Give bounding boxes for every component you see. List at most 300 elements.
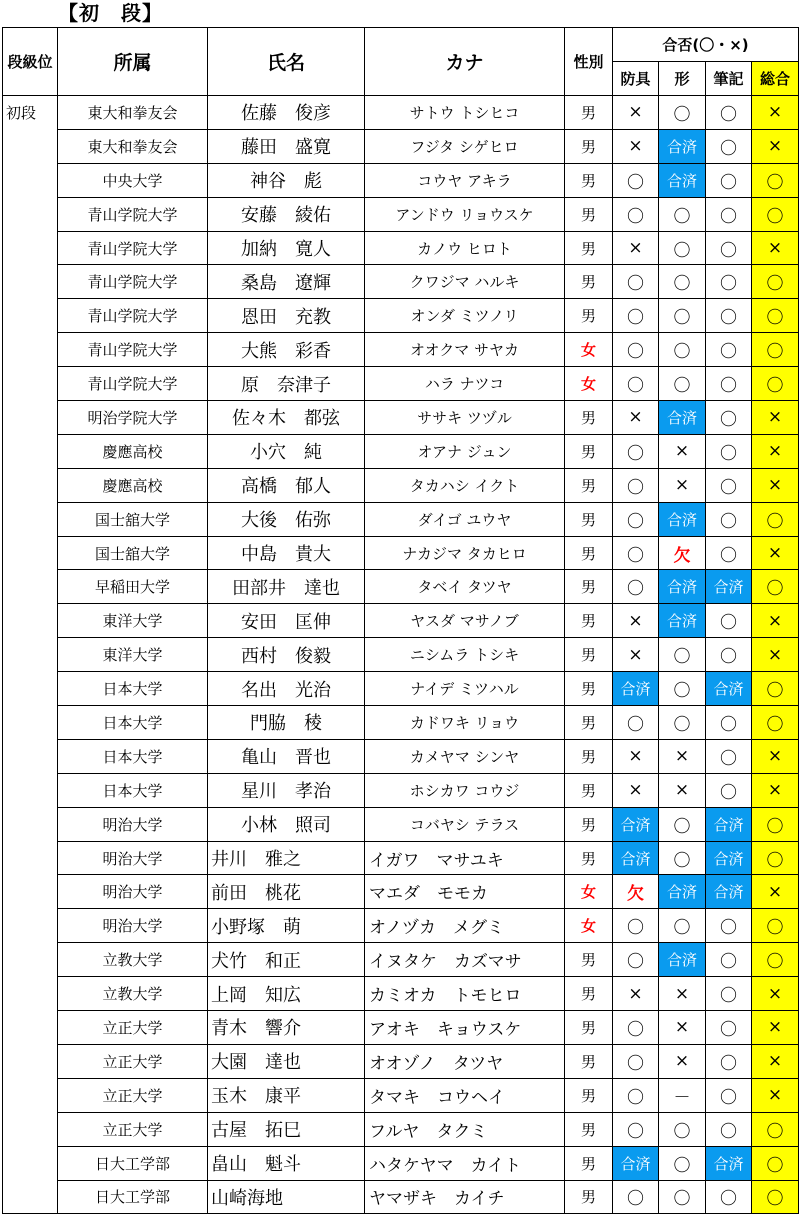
affiliation-cell: 日大工学部 xyxy=(58,1180,208,1214)
table-row xyxy=(3,265,799,299)
kata-result-cell: － xyxy=(659,1078,706,1112)
affiliation-cell: 早稲田大学 xyxy=(58,570,208,604)
name-cell: 上岡 知広 xyxy=(208,977,365,1011)
affiliation-cell: 日大工学部 xyxy=(58,1146,208,1180)
armor-result-cell: 〇 xyxy=(613,706,659,740)
name-cell: 亀山 晋也 xyxy=(208,739,365,773)
table-row xyxy=(3,807,799,841)
total-result-cell: × xyxy=(752,1078,799,1112)
kata-result-cell: 合済 xyxy=(659,943,706,977)
affiliation-cell: 立教大学 xyxy=(58,977,208,1011)
sex-cell: 男 xyxy=(565,434,613,468)
written-result-cell: 〇 xyxy=(706,434,752,468)
affiliation-cell: 明治大学 xyxy=(58,807,208,841)
written-result-cell: 合済 xyxy=(706,807,752,841)
sex-cell: 男 xyxy=(565,163,613,197)
kana-cell: ナイデ ミツハル xyxy=(365,672,565,706)
kana-cell: タマキ コウヘイ xyxy=(365,1078,565,1112)
table-row xyxy=(3,502,799,536)
sex-cell: 男 xyxy=(565,638,613,672)
total-result-cell: 〇 xyxy=(752,333,799,367)
kana-cell: ヤマザキ カイチ xyxy=(365,1180,565,1214)
affiliation-cell: 明治大学 xyxy=(58,909,208,943)
total-result-cell: × xyxy=(752,1044,799,1078)
affiliation-cell: 日本大学 xyxy=(58,739,208,773)
name-cell: 青木 響介 xyxy=(208,1011,365,1045)
table-row xyxy=(3,841,799,875)
armor-result-cell: 〇 xyxy=(613,197,659,231)
name-cell: 古屋 拓巳 xyxy=(208,1112,365,1146)
kata-result-cell: 〇 xyxy=(659,96,706,130)
armor-result-cell: 〇 xyxy=(613,502,659,536)
written-result-cell: 〇 xyxy=(706,706,752,740)
sex-cell: 男 xyxy=(565,1112,613,1146)
total-result-cell: × xyxy=(752,536,799,570)
name-cell: 小穴 純 xyxy=(208,434,365,468)
name-cell: 佐々木 都弦 xyxy=(208,401,365,435)
sex-cell: 女 xyxy=(565,909,613,943)
sex-cell: 男 xyxy=(565,536,613,570)
name-cell: 藤田 盛寛 xyxy=(208,129,365,163)
affiliation-cell: 東洋大学 xyxy=(58,604,208,638)
kata-result-cell: 合済 xyxy=(659,401,706,435)
kata-result-cell: × xyxy=(659,434,706,468)
kata-result-cell: × xyxy=(659,977,706,1011)
kana-cell: フジタ シゲヒロ xyxy=(365,129,565,163)
kana-cell: クワジマ ハルキ xyxy=(365,265,565,299)
header-armor: 防具 xyxy=(613,62,659,96)
kana-cell: ホシカワ コウジ xyxy=(365,773,565,807)
total-result-cell: × xyxy=(752,977,799,1011)
table-row xyxy=(3,333,799,367)
written-result-cell: 〇 xyxy=(706,1011,752,1045)
affiliation-cell: 慶應高校 xyxy=(58,468,208,502)
name-cell: 西村 俊毅 xyxy=(208,638,365,672)
kata-result-cell: 合済 xyxy=(659,129,706,163)
kana-cell: オノヅカ メグミ xyxy=(365,909,565,943)
table-row xyxy=(3,1011,799,1045)
kana-cell: ハタケヤマ カイト xyxy=(365,1146,565,1180)
kana-cell: イガワ マサユキ xyxy=(365,841,565,875)
total-result-cell: 〇 xyxy=(752,299,799,333)
armor-result-cell: × xyxy=(613,231,659,265)
table-row xyxy=(3,570,799,604)
name-cell: 山崎海地 xyxy=(208,1180,365,1214)
sex-cell: 男 xyxy=(565,265,613,299)
kata-result-cell: 〇 xyxy=(659,299,706,333)
affiliation-cell: 明治大学 xyxy=(58,841,208,875)
sex-cell: 男 xyxy=(565,129,613,163)
kata-result-cell: × xyxy=(659,739,706,773)
kana-cell: タカハシ イクト xyxy=(365,468,565,502)
kata-result-cell: 〇 xyxy=(659,265,706,299)
kana-cell: マエダ モモカ xyxy=(365,875,565,909)
sex-cell: 女 xyxy=(565,333,613,367)
kana-cell: オオクマ サヤカ xyxy=(365,333,565,367)
name-cell: 前田 桃花 xyxy=(208,875,365,909)
kana-cell: アオキ キョウスケ xyxy=(365,1011,565,1045)
total-result-cell: 〇 xyxy=(752,265,799,299)
sex-cell: 男 xyxy=(565,943,613,977)
written-result-cell: 〇 xyxy=(706,468,752,502)
kata-result-cell: 欠 xyxy=(659,536,706,570)
results-body xyxy=(3,96,799,1214)
kata-result-cell: 〇 xyxy=(659,367,706,401)
kata-result-cell: × xyxy=(659,1011,706,1045)
kana-cell: ダイゴ ユウヤ xyxy=(365,502,565,536)
written-result-cell: 合済 xyxy=(706,875,752,909)
header-rank: 段級位 xyxy=(3,28,58,96)
total-result-cell: × xyxy=(752,231,799,265)
name-cell: 中島 貴大 xyxy=(208,536,365,570)
header-name: 氏名 xyxy=(208,28,365,96)
total-result-cell: × xyxy=(752,401,799,435)
kana-cell: アンドウ リョウスケ xyxy=(365,197,565,231)
header-written: 筆記 xyxy=(706,62,752,96)
armor-result-cell: × xyxy=(613,773,659,807)
name-cell: 高橋 郁人 xyxy=(208,468,365,502)
affiliation-cell: 青山学院大学 xyxy=(58,299,208,333)
armor-result-cell: 〇 xyxy=(613,1112,659,1146)
sex-cell: 男 xyxy=(565,672,613,706)
affiliation-cell: 立正大学 xyxy=(58,1112,208,1146)
affiliation-cell: 東大和拳友会 xyxy=(58,96,208,130)
table-row xyxy=(3,706,799,740)
written-result-cell: 〇 xyxy=(706,977,752,1011)
kana-cell: ナカジマ タカヒロ xyxy=(365,536,565,570)
sex-cell: 男 xyxy=(565,773,613,807)
armor-result-cell: 〇 xyxy=(613,299,659,333)
table-row xyxy=(3,977,799,1011)
armor-result-cell: 〇 xyxy=(613,265,659,299)
kana-cell: ヤスダ マサノブ xyxy=(365,604,565,638)
affiliation-cell: 日本大学 xyxy=(58,672,208,706)
total-result-cell: × xyxy=(752,96,799,130)
armor-result-cell: × xyxy=(613,739,659,773)
kata-result-cell: 〇 xyxy=(659,638,706,672)
kata-result-cell: × xyxy=(659,773,706,807)
armor-result-cell: 〇 xyxy=(613,943,659,977)
name-cell: 井川 雅之 xyxy=(208,841,365,875)
table-row xyxy=(3,401,799,435)
table-row xyxy=(3,1146,799,1180)
sex-cell: 男 xyxy=(565,197,613,231)
sex-cell: 男 xyxy=(565,502,613,536)
kana-cell: カドワキ リョウ xyxy=(365,706,565,740)
armor-result-cell: × xyxy=(613,401,659,435)
table-row xyxy=(3,163,799,197)
armor-result-cell: 欠 xyxy=(613,875,659,909)
affiliation-cell: 明治大学 xyxy=(58,875,208,909)
kata-result-cell: 合済 xyxy=(659,604,706,638)
written-result-cell: 〇 xyxy=(706,163,752,197)
table-row xyxy=(3,909,799,943)
kana-cell: オアナ ジュン xyxy=(365,434,565,468)
name-cell: 神谷 彪 xyxy=(208,163,365,197)
table-row xyxy=(3,672,799,706)
kata-result-cell: × xyxy=(659,468,706,502)
table-row xyxy=(3,943,799,977)
affiliation-cell: 青山学院大学 xyxy=(58,367,208,401)
written-result-cell: 〇 xyxy=(706,1078,752,1112)
written-result-cell: 〇 xyxy=(706,367,752,401)
armor-result-cell: 〇 xyxy=(613,468,659,502)
name-cell: 原 奈津子 xyxy=(208,367,365,401)
affiliation-cell: 東大和拳友会 xyxy=(58,129,208,163)
sex-cell: 男 xyxy=(565,401,613,435)
name-cell: 犬竹 和正 xyxy=(208,943,365,977)
rank-cell: 初段 xyxy=(3,96,58,1214)
header-total: 総合 xyxy=(752,62,799,96)
header-affiliation: 所属 xyxy=(58,28,208,96)
armor-result-cell: 〇 xyxy=(613,367,659,401)
kata-result-cell: 〇 xyxy=(659,706,706,740)
table-row xyxy=(3,604,799,638)
kata-result-cell: 〇 xyxy=(659,333,706,367)
written-result-cell: 〇 xyxy=(706,299,752,333)
name-cell: 小林 照司 xyxy=(208,807,365,841)
written-result-cell: 合済 xyxy=(706,841,752,875)
written-result-cell: 〇 xyxy=(706,943,752,977)
armor-result-cell: × xyxy=(613,977,659,1011)
page-title: 【初 段】 xyxy=(58,1,163,25)
name-cell: 大後 佑弥 xyxy=(208,502,365,536)
written-result-cell: 〇 xyxy=(706,1112,752,1146)
name-cell: 大熊 彩香 xyxy=(208,333,365,367)
name-cell: 安藤 綾佑 xyxy=(208,197,365,231)
affiliation-cell: 中央大学 xyxy=(58,163,208,197)
kata-result-cell: 〇 xyxy=(659,1112,706,1146)
armor-result-cell: × xyxy=(613,96,659,130)
affiliation-cell: 青山学院大学 xyxy=(58,265,208,299)
total-result-cell: 〇 xyxy=(752,367,799,401)
armor-result-cell: × xyxy=(613,638,659,672)
name-cell: 畠山 魁斗 xyxy=(208,1146,365,1180)
written-result-cell: 〇 xyxy=(706,502,752,536)
total-result-cell: × xyxy=(752,604,799,638)
name-cell: 名出 光治 xyxy=(208,672,365,706)
name-cell: 玉木 康平 xyxy=(208,1078,365,1112)
armor-result-cell: 〇 xyxy=(613,1078,659,1112)
armor-result-cell: 〇 xyxy=(613,536,659,570)
total-result-cell: 〇 xyxy=(752,1146,799,1180)
total-result-cell: 〇 xyxy=(752,943,799,977)
affiliation-cell: 青山学院大学 xyxy=(58,197,208,231)
kata-result-cell: 〇 xyxy=(659,231,706,265)
armor-result-cell: 〇 xyxy=(613,909,659,943)
armor-result-cell: 〇 xyxy=(613,1011,659,1045)
written-result-cell: 〇 xyxy=(706,265,752,299)
sex-cell: 男 xyxy=(565,706,613,740)
sex-cell: 男 xyxy=(565,841,613,875)
kata-result-cell: 合済 xyxy=(659,570,706,604)
armor-result-cell: 〇 xyxy=(613,333,659,367)
total-result-cell: 〇 xyxy=(752,672,799,706)
table-row xyxy=(3,434,799,468)
name-cell: 桑島 遼輝 xyxy=(208,265,365,299)
sex-cell: 男 xyxy=(565,807,613,841)
total-result-cell: 〇 xyxy=(752,841,799,875)
armor-result-cell: 〇 xyxy=(613,163,659,197)
written-result-cell: 〇 xyxy=(706,773,752,807)
kata-result-cell: 合済 xyxy=(659,875,706,909)
kata-result-cell: 〇 xyxy=(659,197,706,231)
armor-result-cell: 〇 xyxy=(613,434,659,468)
sex-cell: 男 xyxy=(565,299,613,333)
written-result-cell: 〇 xyxy=(706,909,752,943)
written-result-cell: 〇 xyxy=(706,129,752,163)
kana-cell: カメヤマ シンヤ xyxy=(365,739,565,773)
total-result-cell: × xyxy=(752,739,799,773)
table-row xyxy=(3,773,799,807)
table-row xyxy=(3,129,799,163)
kana-cell: カミオカ トモヒロ xyxy=(365,977,565,1011)
table-row xyxy=(3,197,799,231)
kata-result-cell: 〇 xyxy=(659,909,706,943)
written-result-cell: 〇 xyxy=(706,197,752,231)
kana-cell: ササキ ツヅル xyxy=(365,401,565,435)
total-result-cell: × xyxy=(752,434,799,468)
kana-cell: オオゾノ タツヤ xyxy=(365,1044,565,1078)
table-row xyxy=(3,739,799,773)
total-result-cell: × xyxy=(752,468,799,502)
kana-cell: コバヤシ テラス xyxy=(365,807,565,841)
kana-cell: サトウ トシヒコ xyxy=(365,96,565,130)
name-cell: 小野塚 萌 xyxy=(208,909,365,943)
total-result-cell: × xyxy=(752,1011,799,1045)
kana-cell: イヌタケ カズマサ xyxy=(365,943,565,977)
affiliation-cell: 国士舘大学 xyxy=(58,502,208,536)
written-result-cell: 〇 xyxy=(706,333,752,367)
sex-cell: 男 xyxy=(565,570,613,604)
total-result-cell: 〇 xyxy=(752,163,799,197)
header-result: 合否(〇・×) xyxy=(613,28,799,62)
sex-cell: 男 xyxy=(565,468,613,502)
total-result-cell: 〇 xyxy=(752,909,799,943)
kana-cell: ハラ ナツコ xyxy=(365,367,565,401)
kana-cell: タベイ タツヤ xyxy=(365,570,565,604)
armor-result-cell: × xyxy=(613,129,659,163)
affiliation-cell: 青山学院大学 xyxy=(58,231,208,265)
total-result-cell: 〇 xyxy=(752,807,799,841)
affiliation-cell: 東洋大学 xyxy=(58,638,208,672)
table-row xyxy=(3,638,799,672)
written-result-cell: 合済 xyxy=(706,672,752,706)
name-cell: 加納 寛人 xyxy=(208,231,365,265)
sex-cell: 男 xyxy=(565,1180,613,1214)
sex-cell: 男 xyxy=(565,231,613,265)
sex-cell: 男 xyxy=(565,1011,613,1045)
affiliation-cell: 立正大学 xyxy=(58,1011,208,1045)
armor-result-cell: 〇 xyxy=(613,570,659,604)
written-result-cell: 〇 xyxy=(706,401,752,435)
written-result-cell: 合済 xyxy=(706,1146,752,1180)
affiliation-cell: 日本大学 xyxy=(58,773,208,807)
written-result-cell: 〇 xyxy=(706,739,752,773)
table-row xyxy=(3,367,799,401)
total-result-cell: 〇 xyxy=(752,1112,799,1146)
kata-result-cell: 〇 xyxy=(659,672,706,706)
written-result-cell: 〇 xyxy=(706,1180,752,1214)
kana-cell: カノウ ヒロト xyxy=(365,231,565,265)
total-result-cell: × xyxy=(752,129,799,163)
sex-cell: 男 xyxy=(565,96,613,130)
table-row xyxy=(3,1180,799,1214)
sex-cell: 女 xyxy=(565,367,613,401)
kata-result-cell: 〇 xyxy=(659,1146,706,1180)
table-row xyxy=(3,1044,799,1078)
affiliation-cell: 国士舘大学 xyxy=(58,536,208,570)
name-cell: 佐藤 俊彦 xyxy=(208,96,365,130)
name-cell: 田部井 達也 xyxy=(208,570,365,604)
table-row xyxy=(3,468,799,502)
sex-cell: 男 xyxy=(565,604,613,638)
kana-cell: ニシムラ トシキ xyxy=(365,638,565,672)
kata-result-cell: 〇 xyxy=(659,1180,706,1214)
header-kata: 形 xyxy=(659,62,706,96)
written-result-cell: 〇 xyxy=(706,96,752,130)
table-row xyxy=(3,1078,799,1112)
kata-result-cell: × xyxy=(659,1044,706,1078)
affiliation-cell: 日本大学 xyxy=(58,706,208,740)
kata-result-cell: 合済 xyxy=(659,502,706,536)
written-result-cell: 〇 xyxy=(706,604,752,638)
total-result-cell: × xyxy=(752,773,799,807)
total-result-cell: 〇 xyxy=(752,706,799,740)
affiliation-cell: 立正大学 xyxy=(58,1078,208,1112)
armor-result-cell: 合済 xyxy=(613,807,659,841)
results-table xyxy=(2,27,799,1214)
written-result-cell: 〇 xyxy=(706,1044,752,1078)
table-row xyxy=(3,231,799,265)
armor-result-cell: 合済 xyxy=(613,672,659,706)
armor-result-cell: × xyxy=(613,604,659,638)
affiliation-cell: 青山学院大学 xyxy=(58,333,208,367)
armor-result-cell: 合済 xyxy=(613,1146,659,1180)
sex-cell: 男 xyxy=(565,1146,613,1180)
affiliation-cell: 慶應高校 xyxy=(58,434,208,468)
total-result-cell: 〇 xyxy=(752,570,799,604)
kata-result-cell: 合済 xyxy=(659,163,706,197)
sex-cell: 女 xyxy=(565,875,613,909)
sex-cell: 男 xyxy=(565,977,613,1011)
armor-result-cell: 〇 xyxy=(613,1180,659,1214)
table-row xyxy=(3,299,799,333)
header-kana: カナ xyxy=(365,28,565,96)
written-result-cell: 〇 xyxy=(706,536,752,570)
written-result-cell: 合済 xyxy=(706,570,752,604)
name-cell: 恩田 充教 xyxy=(208,299,365,333)
kata-result-cell: 〇 xyxy=(659,841,706,875)
table-row xyxy=(3,875,799,909)
total-result-cell: 〇 xyxy=(752,1180,799,1214)
total-result-cell: 〇 xyxy=(752,197,799,231)
sex-cell: 男 xyxy=(565,1078,613,1112)
sex-cell: 男 xyxy=(565,1044,613,1078)
kana-cell: フルヤ タクミ xyxy=(365,1112,565,1146)
kana-cell: コウヤ アキラ xyxy=(365,163,565,197)
total-result-cell: × xyxy=(752,638,799,672)
affiliation-cell: 立教大学 xyxy=(58,943,208,977)
sex-cell: 男 xyxy=(565,739,613,773)
name-cell: 門脇 稜 xyxy=(208,706,365,740)
header-sex: 性別 xyxy=(565,28,613,96)
table-row xyxy=(3,536,799,570)
total-result-cell: 〇 xyxy=(752,502,799,536)
affiliation-cell: 立正大学 xyxy=(58,1044,208,1078)
table-row xyxy=(3,96,799,130)
armor-result-cell: 〇 xyxy=(613,1044,659,1078)
